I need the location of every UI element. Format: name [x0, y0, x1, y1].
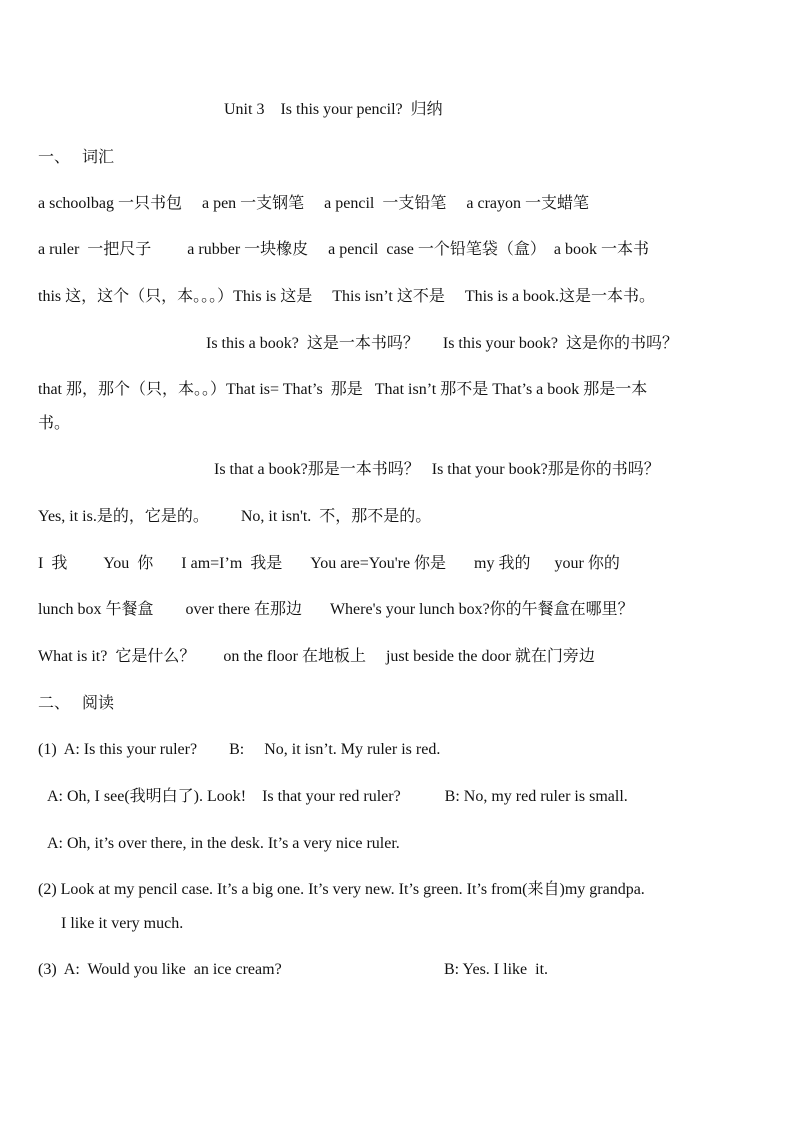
reading-dialogue-line: (1) A: Is this your ruler? B: No, it isn’t. My ruler is red.	[38, 741, 441, 758]
section-heading-vocabulary: 一、 词汇	[38, 149, 115, 166]
reading-dialogue-line: B: Yes. I like it.	[444, 961, 549, 978]
vocab-line: that 那，那个（只，本。。）That is= That’s 那是 That isn’t 那不是 That’s a book 那是一本	[38, 381, 648, 398]
vocab-line: this 这，这个（只，本。。。）This is 这是 This isn’t 这不是 This is a book.这是一本书。	[38, 288, 656, 305]
vocab-line-continued: 书。	[38, 415, 71, 432]
vocab-line: What is it? 它是什么？ on the floor 在地板上 just beside the door 就在门旁边	[38, 648, 595, 665]
section-heading-reading: 二、 阅读	[38, 695, 115, 712]
vocab-line: a schoolbag 一只书包 a pen 一支钢笔 a pencil 一支铅笔 a crayon 一支蜡笔	[38, 195, 590, 212]
vocab-line: a ruler 一把尺子 a rubber 一块橡皮 a pencil case 一个铅笔袋（盒） a book 一本书	[38, 241, 649, 258]
vocab-line: lunch box 午餐盒 over there 在那边 Where's your lunch box?你的午餐盒在哪里？	[38, 601, 634, 618]
vocab-line: Is this a book? 这是一本书吗？ Is this your book? 这是你的书吗？	[206, 335, 678, 352]
page-title: Unit 3 Is this your pencil? 归纳	[224, 101, 443, 118]
vocab-line: I 我 You 你 I am=I’m 我是 You are=You're 你是 my 我的 your 你的	[38, 555, 620, 572]
reading-passage-line: I like it very much.	[61, 915, 184, 932]
vocab-line: Yes, it is.是的，它是的。 No, it isn't. 不，那不是的。	[38, 508, 432, 525]
reading-dialogue-line: A: Oh, I see(我明白了). Look! Is that your red ruler? B: No, my red ruler is small.	[47, 788, 628, 805]
reading-dialogue-line: (3) A: Would you like an ice cream?	[38, 961, 282, 978]
reading-dialogue-line: A: Oh, it’s over there, in the desk. It’s a very nice ruler.	[47, 835, 400, 852]
vocab-line: Is that a book?那是一本书吗？ Is that your book?那是你的书吗？	[214, 461, 660, 478]
reading-passage-line: (2) Look at my pencil case. It’s a big one. It’s very new. It’s green. It’s from(来自)my grandpa.	[38, 881, 645, 898]
